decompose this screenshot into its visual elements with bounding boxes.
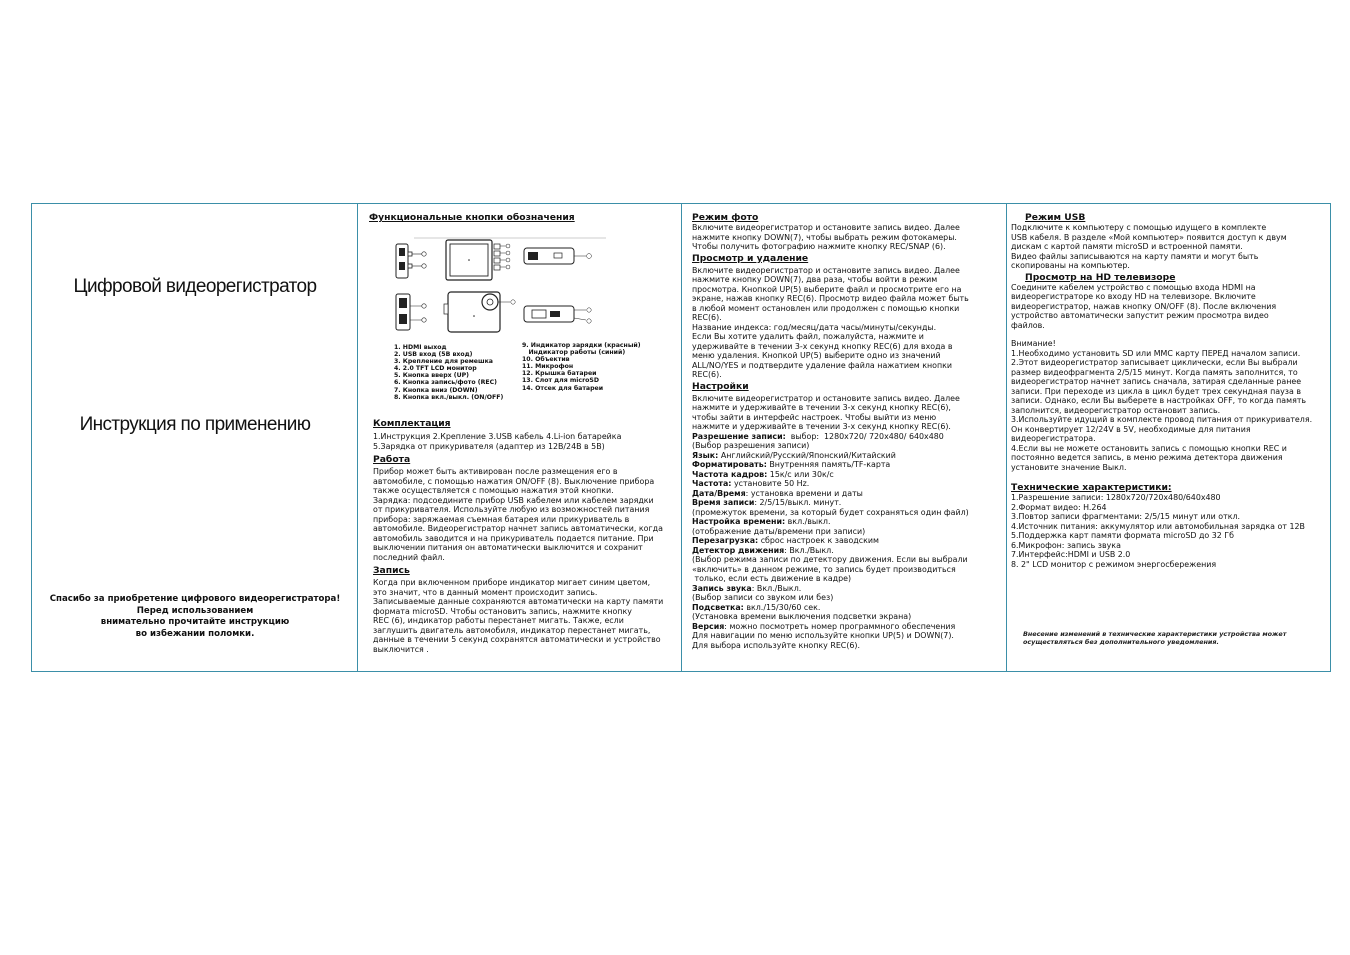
settings-heading: Настройки	[692, 380, 749, 392]
settings-item-label: Перезагрузка:	[692, 536, 759, 545]
hd-heading: Просмотр на HD телевизоре	[1025, 271, 1176, 283]
note-line: Спасибо за приобретение цифрового видеорегистратора!	[49, 594, 341, 604]
view-line: Включите видеорегистратор и остановите запись видео. Далее	[692, 265, 960, 275]
settings-item-text: : 2/5/15/выкл. минут.	[754, 498, 842, 507]
settings-item-label: Настройка времени:	[692, 517, 786, 526]
functions-heading: Функциональные кнопки обозначения	[369, 212, 575, 223]
settings-item	[692, 603, 969, 613]
product-title: Цифровой видеорегистратор	[73, 276, 317, 297]
work-line: прибора: заряжаемая съемная батарея или прикуриватель в	[373, 514, 630, 524]
usb-line: дискам с картой памяти microSD и встроенной памяти.	[1011, 242, 1243, 251]
attention-title: Внимание!	[1011, 339, 1056, 348]
settings-item	[692, 574, 969, 584]
settings-item-label: Частота кадров:	[692, 469, 768, 479]
settings-item	[692, 479, 969, 489]
note-line: Перед использованием	[136, 605, 254, 616]
attention-line: видеорегистратора.	[1011, 434, 1096, 443]
settings-item-text: : установка времени и даты	[745, 488, 863, 498]
attention-line: Он конвертирует 12/24V в 5V, необходимые для питания	[1011, 424, 1251, 434]
specs-text	[1011, 211, 1312, 569]
settings-item-label: Время записи	[692, 498, 755, 507]
hd-line: видеорегистраторе ко входу HD на телевизоре. Включите	[1011, 292, 1256, 301]
work-line: Зарядка: подсоедините прибор USB кабелем или кабелем зарядки	[373, 495, 654, 505]
functions-panel	[358, 204, 682, 671]
kit-line: 1.Инструкция 2.Крепление 3.USB кабель 4.Li-ion батарейка	[373, 432, 622, 441]
modes-text	[692, 211, 969, 650]
device-top-view-icon	[524, 248, 591, 264]
attention-line: 2.Этот видеорегистратор записывает циклически, если Вы выбрали	[1011, 358, 1298, 367]
settings-item-text: 15к/с или 30к/с	[767, 469, 834, 479]
settings-item-text: : можно посмотреть номер программного обеспечения	[724, 621, 956, 631]
legend-item: 14. Отсек для батареи	[522, 384, 604, 392]
view-line: экране, нажав кнопку REC(6). Просмотр видео файла может быть	[692, 294, 969, 303]
settings-item-text: Для выбора используйте кнопку REC(6).	[692, 640, 861, 650]
attention-line: 1.Необходимо установить SD или MMC карту ПЕРЕД началом записи.	[1011, 348, 1301, 358]
device-diagram	[394, 236, 606, 340]
footnote-line: Внесение изменений в технические характеристики устройства может	[1023, 630, 1287, 638]
record-line: данные в течении 5 секунд сохранятся автоматически и устройство	[373, 635, 661, 644]
settings-item-text: установите 50 Hz.	[731, 479, 810, 488]
specs-panel	[1007, 204, 1332, 671]
usb-line: Подключите к компьютеру с помощью идущего в комплекте	[1011, 223, 1267, 232]
spec-line: 3.Повтор записи фрагментами: 2/5/15 минут или откл.	[1011, 512, 1241, 521]
settings-item-text: вкл./выкл.	[785, 517, 831, 526]
settings-item	[692, 498, 969, 508]
view-line: просмотра. Кнопкой UP(5) выберите файл и просмотрите его на	[692, 284, 962, 294]
photo-line: Чтобы получить фотографию нажмите кнопку REC/SNAP (6).	[692, 242, 946, 251]
view-heading: Просмотр и удаление	[692, 252, 809, 264]
spec-line: 4.Источник питания: аккумулятор или автомобильная зарядка от 12В	[1011, 521, 1305, 531]
spec-line: 5.Поддержка карт памяти формата microSD до 32 Гб	[1011, 531, 1234, 540]
instruction-sheet	[31, 203, 1331, 672]
settings-item	[692, 508, 969, 518]
record-line: Записываемые данные сохраняются автоматически на карту памяти	[373, 597, 664, 606]
legend-item: 10. Объектив	[522, 356, 570, 364]
work-line: выключении питания он автоматически выключится и сохранит	[373, 543, 643, 552]
settings-item-text: Английский/Русский/Японский/Китайский	[718, 450, 896, 460]
settings-item	[692, 432, 969, 442]
settings-item-text: : Вкл./Выкл.	[784, 545, 834, 555]
settings-item-text: (Выбор записи со звуком или без)	[692, 593, 834, 602]
record-line: REC (6), индикатор работы перестанет мигать. Также, если	[373, 616, 624, 625]
settings-item	[692, 631, 969, 641]
work-line: автомобиле. Видеорегистратор начнет запись автоматически, когда	[373, 524, 663, 533]
spec-heading: Технические характеристики:	[1011, 482, 1172, 493]
work-line: автомобиль заводится и на прикуриватель подается питание. При	[373, 533, 654, 543]
note-line: внимательно прочитайте инструкцию	[100, 617, 290, 627]
settings-item	[692, 470, 969, 480]
attention-line: постоянно ведется запись, в меню режима детектора движения	[1011, 453, 1283, 462]
settings-item	[692, 489, 969, 499]
settings-item-text: вкл./15/30/60 сек.	[743, 602, 821, 612]
spec-line: 8. 2" LCD монитор с режимом энергосбережения	[1011, 559, 1217, 569]
record-line: выключится .	[373, 644, 429, 654]
kit-heading: Комплектация	[373, 418, 451, 429]
settings-item-text: (Выбор разрешения записи)	[692, 441, 810, 450]
legend-item: 1. HDMI выход	[394, 344, 447, 351]
work-line: от прикуривателя. Используйте любую из возможностей питания	[373, 505, 650, 514]
view-line: REC(6).	[692, 313, 722, 322]
device-front-view-icon	[446, 240, 510, 280]
settings-item-label: Частота:	[692, 479, 732, 488]
settings-item-label: Запись звука	[692, 583, 752, 593]
attention-line: записи. При переходе из цикла в цикл будет трех секундная пауза в	[1011, 386, 1301, 396]
settings-item	[692, 546, 969, 556]
spec-line: 6.Микрофон: запись звука	[1011, 540, 1121, 550]
view-line: нажмите кнопку DOWN(7), два раза, чтобы войти в режим	[692, 275, 938, 284]
view-line: ALL/NO/YES и подтвердите удаление файла нажатием кнопки	[692, 360, 953, 370]
settings-item-text: выбор: 1280x720/ 720x480/ 640x480	[785, 431, 944, 441]
attention-line: установите значение Выкл.	[1011, 462, 1127, 472]
attention-line: 3.Используйте идущий в комплекте провод питания от прикуривателя.	[1011, 415, 1313, 424]
settings-item-text: только, если есть движение в кадре)	[692, 574, 852, 583]
legend-item: 12. Крышка батареи	[522, 370, 597, 378]
hd-line: Соедините кабелем устройство с помощью входа HDMI на	[1011, 282, 1256, 292]
usb-line: Видео файлы записываются на карту памяти и могут быть	[1011, 251, 1259, 261]
legend-left	[394, 344, 503, 401]
settings-item-label: Форматировать:	[692, 460, 767, 469]
settings-line: нажмите и удерживайте в течении 3-х секунд кнопку REC(6),	[692, 403, 951, 412]
settings-item	[692, 517, 969, 527]
settings-item-text: сброс настроек к заводским	[758, 536, 879, 545]
disclaimer-footnote	[1023, 630, 1286, 646]
hd-line: устройство автоматически запустит режим просмотра видео	[1011, 311, 1269, 320]
settings-item	[692, 536, 969, 546]
usb-heading: Режим USB	[1025, 212, 1086, 223]
legend-item: 11. Микрофон	[522, 363, 574, 371]
usb-line: скопированы на компьютер.	[1011, 261, 1130, 270]
legend-right	[522, 342, 641, 392]
settings-item-text: : Вкл./Выкл.	[751, 583, 802, 593]
settings-line: нажмите и удерживайте в течении 3-х секунд кнопку REC(6).	[692, 422, 951, 431]
legend-item: 8. Кнопка вкл./выкл. (ON/OFF)	[394, 393, 504, 401]
work-line: также осуществляется с помощью нажатия этой кнопки.	[373, 486, 614, 495]
legend-item: 9. Индикатор зарядки (красный)	[522, 342, 641, 349]
settings-item	[692, 584, 969, 594]
work-line: Прибор может быть активирован после размещения его в	[373, 467, 618, 476]
settings-item-text: (Выбор режима записи по детектору движения. Если вы выбрали	[692, 555, 968, 564]
kit-line: 5.Зарядка от прикуривателя (адаптер из 12В/24В в 5В)	[373, 441, 605, 451]
photo-heading: Режим фото	[692, 212, 759, 223]
legend-item: 5. Кнопка вверх (UP)	[394, 372, 470, 380]
view-line: REC(6).	[692, 370, 722, 379]
note-line: во избежании поломки.	[135, 628, 255, 639]
device-side-view-icon	[396, 244, 426, 278]
settings-item-label: Разрешение записи:	[692, 431, 786, 441]
settings-item-text: (промежуток времени, за который будет сохраняться один файл)	[692, 507, 969, 517]
photo-line: нажмите кнопку DOWN(7), чтобы выбрать режим фотокамеры.	[692, 232, 957, 242]
device-bottom-view-icon	[524, 306, 591, 323]
settings-item	[692, 460, 969, 470]
legend-item: 3. Крепление для ремешка	[394, 358, 493, 366]
settings-item-text: Для навигации по меню используйте кнопки UP(5) и DOWN(7).	[692, 631, 954, 640]
legend-item: 13. Слот для microSD	[522, 377, 599, 385]
legend-item: Индикатор работы (синий)	[522, 349, 626, 357]
settings-item	[692, 641, 969, 651]
view-line: удерживайте в течении 3-х секунд кнопку REC(6) для входа в	[692, 341, 953, 351]
spec-line: 7.Интерфейс:HDMI и USB 2.0	[1011, 550, 1131, 559]
settings-line: чтобы зайти в интерфейс настроек. Чтобы выйти из меню	[692, 412, 937, 422]
legend-item: 2. USB вход (5В вход)	[394, 351, 473, 359]
view-line: Если Вы хотите удалить файл, пожалуйста, нажмите и	[692, 332, 924, 341]
settings-item-label: Язык:	[692, 450, 719, 460]
work-heading: Работа	[373, 454, 411, 465]
spec-line: 1.Разрешение записи: 1280x720/720x480/640x480	[1011, 493, 1221, 502]
settings-item	[692, 555, 969, 565]
settings-item-text: Внутренняя память/TF-карта	[766, 460, 891, 469]
thank-you-note	[32, 594, 358, 640]
work-line: последний файл.	[373, 552, 445, 562]
legend-item: 7. Кнопка вниз (DOWN)	[394, 386, 478, 394]
hd-line: файлов.	[1011, 320, 1045, 330]
device-side-view-bottom-icon	[396, 294, 426, 330]
settings-item	[692, 451, 969, 461]
settings-item	[692, 612, 969, 622]
cover-panel	[32, 204, 358, 671]
attention-line: заполнится, видеорегистратор остановит запись.	[1011, 405, 1221, 415]
device-back-view-icon	[444, 292, 515, 332]
record-line: заглушить двигатель автомобиля, индикатор перестанет мигать,	[373, 625, 651, 635]
record-line: Когда при включенном приборе индикатор мигает синим цветом,	[373, 578, 651, 587]
settings-item-label: Дата/Время	[692, 488, 746, 498]
settings-item-text: (Установка времени выключения подсветки экрана)	[692, 612, 912, 621]
photo-line: Включите видеорегистратор и остановите запись видео. Далее	[692, 223, 960, 232]
usb-line: USB кабеля. В разделе «Мой компьютер» появится доступ к двум	[1011, 232, 1287, 242]
settings-item-label: Версия	[692, 621, 725, 631]
view-line: меню удаления. Кнопкой UP(5) выберите одно из значений	[692, 351, 941, 360]
modes-panel	[682, 204, 1007, 671]
settings-item	[692, 441, 969, 451]
settings-items	[692, 432, 969, 651]
attention-line: 4.Если вы не можете остановить запись с помощью кнопки REC и	[1011, 443, 1287, 453]
attention-line: видеорегистратор начнет запись сначала, затирая сделанные ранее	[1011, 377, 1302, 386]
settings-item	[692, 593, 969, 603]
settings-item	[692, 527, 969, 537]
settings-item-text: «включить» в данном режиме, то запись будет производиться	[692, 564, 956, 574]
legend-item: 4. 2.0 TFT LCD монитор	[394, 365, 477, 373]
footnote-line: осуществляться без дополнительного уведомления.	[1023, 638, 1219, 647]
kit-section	[373, 417, 663, 654]
record-line: это значит, что в данный момент происходит запись.	[373, 587, 598, 597]
settings-line: Включите видеорегистратор и остановите запись видео. Далее	[692, 393, 960, 403]
attention-line: записи. Однако, если Вы выберете в настройках OFF, то когда память	[1011, 396, 1307, 405]
settings-item-label: Детектор движения	[692, 545, 785, 555]
settings-item	[692, 565, 969, 575]
spec-line: 2.Формат видео: H.264	[1011, 502, 1107, 512]
settings-item	[692, 622, 969, 632]
attention-line: размер видеофрагмента 2/5/15 минут. Когда память заполнится, то	[1011, 367, 1298, 377]
hd-line: видеорегистратор, нажав кнопку ON/OFF (8). После включения	[1011, 301, 1277, 311]
settings-item-label: Подсветка:	[692, 602, 744, 612]
record-heading: Запись	[373, 565, 410, 576]
view-line: в любой момент остановлен или продолжен с помощью кнопки	[692, 303, 960, 313]
work-line: автомобиле, с помощью нажатия ON/OFF (8). Выключение прибора	[373, 476, 655, 486]
manual-subtitle: Инструкция по применению	[79, 414, 311, 435]
view-line: Название индекса: год/месяц/дата часы/минуты/секунды.	[692, 322, 937, 332]
record-line: формата microSD. Чтобы остановить запись, нажмите кнопку	[373, 606, 632, 616]
settings-item-text: (отображение даты/времени при записи)	[692, 526, 866, 536]
legend-item: 6. Кнопка запись/фото (REC)	[394, 379, 497, 387]
